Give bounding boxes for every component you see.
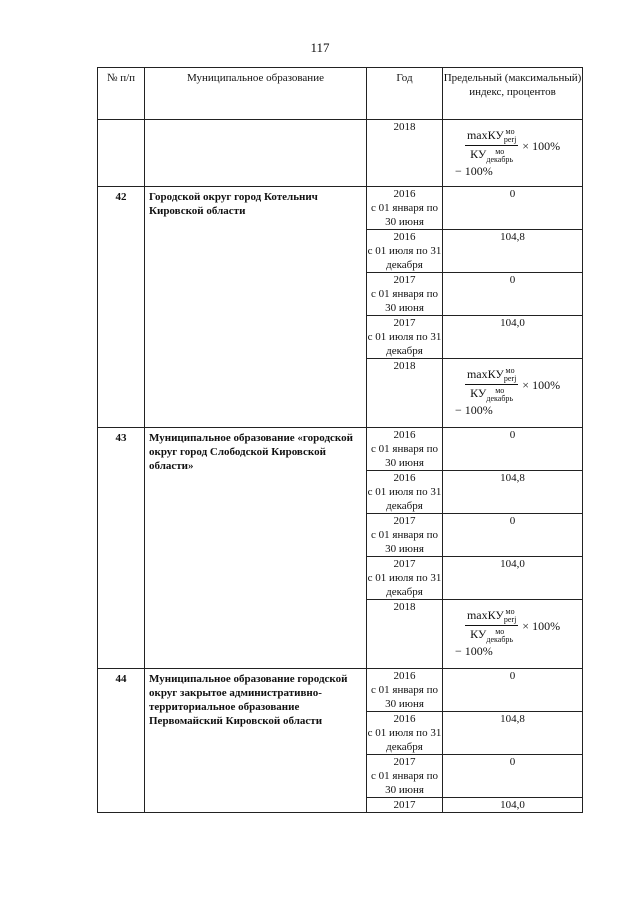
year-value: 2016: [393, 429, 416, 441]
year-value: 2017: [393, 756, 416, 768]
year-value: 2018: [393, 360, 416, 372]
year-cell: [367, 428, 443, 471]
formula-cell: maxКУ мо perj КУ мо декабрь × 100% − 100%: [443, 120, 583, 187]
year-cell: [367, 798, 443, 813]
header-index: Предельный (максимальный) индекс, процентов: [443, 68, 583, 120]
year-value: 2017: [393, 317, 416, 329]
year-cell: [367, 600, 443, 669]
table-row: [98, 187, 583, 230]
year-value: 2017: [393, 515, 416, 527]
year-value: 2016: [393, 231, 416, 243]
year-cell: [367, 712, 443, 755]
period-value: с 01 июля по 31 декабря: [367, 486, 442, 512]
table-body: [98, 120, 583, 813]
period-value: с 01 июля по 31 декабря: [367, 245, 442, 271]
period-value: с 01 января по 30 июня: [371, 443, 438, 469]
table-row: [98, 669, 583, 712]
period-value: с 01 января по 30 июня: [371, 202, 438, 228]
year-value: 2016: [393, 472, 416, 484]
year-value: 2016: [393, 713, 416, 725]
municipality-name: Городской округ город Котельнич Кировской области: [145, 187, 367, 428]
entry-number: 43: [98, 428, 145, 669]
header-year: Год: [367, 68, 443, 120]
period-value: с 01 января по 30 июня: [371, 288, 438, 314]
table-row: [98, 120, 583, 187]
year-value: 2017: [393, 799, 416, 811]
index-value: 104,8: [443, 230, 583, 273]
year-cell: 2018: [367, 120, 443, 187]
year-cell: [367, 471, 443, 514]
year-cell: [367, 514, 443, 557]
index-formula: maxКУ мо perj КУ мо декабрь × 100%: [466, 127, 561, 164]
formula-cell: maxКУ мо perj КУ мо декабрь × 100% − 100%: [443, 359, 583, 428]
period-value: с 01 июля по 31 декабря: [367, 727, 442, 753]
index-value: 0: [443, 428, 583, 471]
header-num: № п/п: [98, 68, 145, 120]
period-value: с 01 января по 30 июня: [371, 684, 438, 710]
tariff-index-table: [97, 67, 583, 813]
index-value: 0: [443, 273, 583, 316]
index-value: 104,0: [443, 316, 583, 359]
index-value: 0: [443, 669, 583, 712]
table-row: [98, 428, 583, 471]
year-cell: [367, 230, 443, 273]
index-value: 104,0: [443, 798, 583, 813]
period-value: с 01 июля по 31 декабря: [367, 572, 442, 598]
period-value: с 01 января по 30 июня: [371, 770, 438, 796]
year-cell: [367, 187, 443, 230]
year-cell: [367, 557, 443, 600]
year-value: 2016: [393, 670, 416, 682]
period-value: с 01 июля по 31 декабря: [367, 331, 442, 357]
year-cell: [367, 316, 443, 359]
table-cell: [145, 120, 367, 187]
index-value: 104,8: [443, 471, 583, 514]
page-number: 117: [310, 40, 330, 55]
year-cell: [367, 669, 443, 712]
index-value: 104,0: [443, 557, 583, 600]
header-name: Муниципальное образование: [145, 68, 367, 120]
index-value: 0: [443, 187, 583, 230]
municipality-name: Муниципальное образование городской округ закрытое административно-территориальное образование Первомайский Кировской области: [145, 669, 367, 813]
municipality-name: Муниципальное образование «городской округ город Слободской Кировской области»: [145, 428, 367, 669]
formula-cell: maxКУ мо perj КУ мо декабрь × 100% − 100%: [443, 600, 583, 669]
entry-number: 44: [98, 669, 145, 813]
period-value: с 01 января по 30 июня: [371, 529, 438, 555]
year-value: 2018: [393, 601, 416, 613]
year-cell: [367, 273, 443, 316]
year-cell: [367, 755, 443, 798]
index-value: 0: [443, 755, 583, 798]
entry-number: 42: [98, 187, 145, 428]
year-value: 2016: [393, 188, 416, 200]
index-value: 104,8: [443, 712, 583, 755]
index-formula: maxКУ мо perj КУ мо декабрь × 100%: [466, 366, 561, 403]
year-value: 2017: [393, 558, 416, 570]
year-cell: [367, 359, 443, 428]
index-value: 0: [443, 514, 583, 557]
year-value: 2017: [393, 274, 416, 286]
index-formula: maxКУ мо perj КУ мо декабрь × 100%: [466, 607, 561, 644]
table-cell: [98, 120, 145, 187]
table-header-row: [98, 68, 583, 120]
